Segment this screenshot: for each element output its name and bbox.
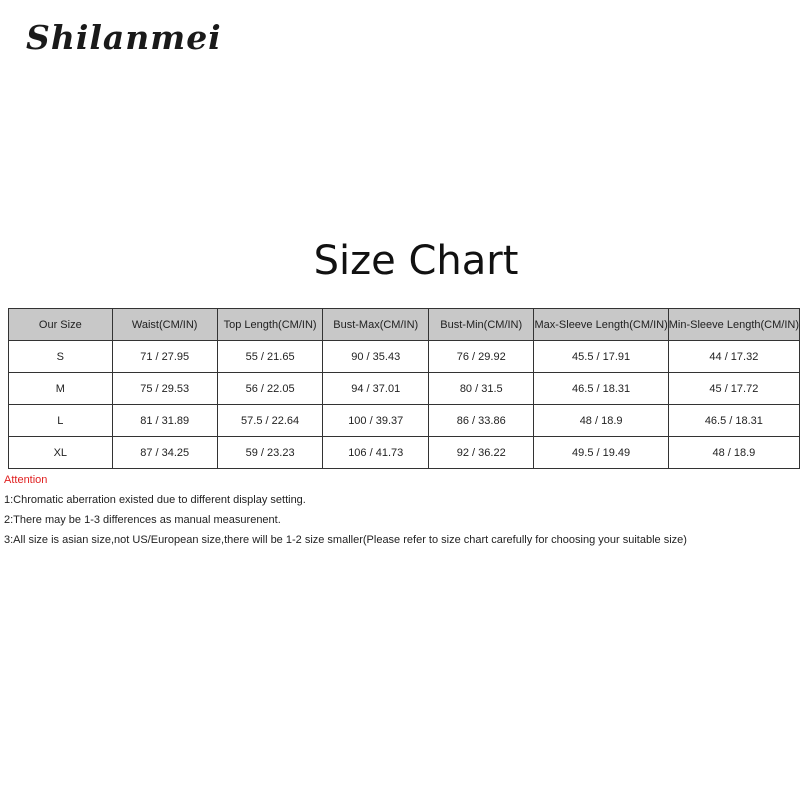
table-cell: 45.5 / 17.91 bbox=[534, 341, 668, 373]
table-cell: 94 / 37.01 bbox=[323, 373, 429, 405]
table-cell: M bbox=[9, 373, 113, 405]
table-cell: 44 / 17.32 bbox=[668, 341, 799, 373]
table-row bbox=[9, 437, 800, 469]
notes-section bbox=[4, 472, 687, 552]
table-cell: 90 / 35.43 bbox=[323, 341, 429, 373]
table-cell: 48 / 18.9 bbox=[668, 437, 799, 469]
table-cell: 45 / 17.72 bbox=[668, 373, 799, 405]
table-cell: 87 / 34.25 bbox=[112, 437, 217, 469]
attention-heading: Attention bbox=[4, 474, 48, 486]
table-cell: 76 / 29.92 bbox=[429, 341, 534, 373]
header-bust-min: Bust-Min(CM/IN) bbox=[429, 309, 534, 341]
table-cell: 86 / 33.86 bbox=[429, 405, 534, 437]
table-cell: 100 / 39.37 bbox=[323, 405, 429, 437]
table-cell: 75 / 29.53 bbox=[112, 373, 217, 405]
table-cell: S bbox=[9, 341, 113, 373]
table-cell: XL bbox=[9, 437, 113, 469]
table-cell: 81 / 31.89 bbox=[112, 405, 217, 437]
size-table bbox=[8, 308, 800, 469]
note-item: 1:Chromatic aberration existed due to different display setting. bbox=[4, 494, 306, 506]
header-waist: Waist(CM/IN) bbox=[112, 309, 217, 341]
table-cell: 106 / 41.73 bbox=[323, 437, 429, 469]
table-header-row bbox=[9, 309, 800, 341]
table-row bbox=[9, 341, 800, 373]
table-cell: 49.5 / 19.49 bbox=[534, 437, 668, 469]
table-cell: 46.5 / 18.31 bbox=[668, 405, 799, 437]
brand-logo: Shilanmei bbox=[26, 18, 222, 57]
header-our-size: Our Size bbox=[9, 309, 113, 341]
table-row bbox=[9, 405, 800, 437]
page-title: Size Chart bbox=[313, 238, 519, 284]
note-item: 3:All size is asian size,not US/European size,there will be 1-2 size smaller(Please refer to size chart carefully for choosing your suitable size) bbox=[4, 534, 687, 546]
table-cell: 46.5 / 18.31 bbox=[534, 373, 668, 405]
table-cell: 55 / 21.65 bbox=[217, 341, 323, 373]
table-cell: 59 / 23.23 bbox=[217, 437, 323, 469]
table-cell: 56 / 22.05 bbox=[217, 373, 323, 405]
header-top-length: Top Length(CM/IN) bbox=[217, 309, 323, 341]
table-cell: 80 / 31.5 bbox=[429, 373, 534, 405]
table-cell: 48 / 18.9 bbox=[534, 405, 668, 437]
header-bust-max: Bust-Max(CM/IN) bbox=[323, 309, 429, 341]
note-item: 2:There may be 1-3 differences as manual measurenent. bbox=[4, 514, 281, 526]
table-row bbox=[9, 373, 800, 405]
table-cell: 71 / 27.95 bbox=[112, 341, 217, 373]
header-min-sleeve-length: Min-Sleeve Length(CM/IN) bbox=[668, 309, 799, 341]
table-cell: L bbox=[9, 405, 113, 437]
table-cell: 57.5 / 22.64 bbox=[217, 405, 323, 437]
header-max-sleeve-length: Max-Sleeve Length(CM/IN) bbox=[534, 309, 668, 341]
table-cell: 92 / 36.22 bbox=[429, 437, 534, 469]
